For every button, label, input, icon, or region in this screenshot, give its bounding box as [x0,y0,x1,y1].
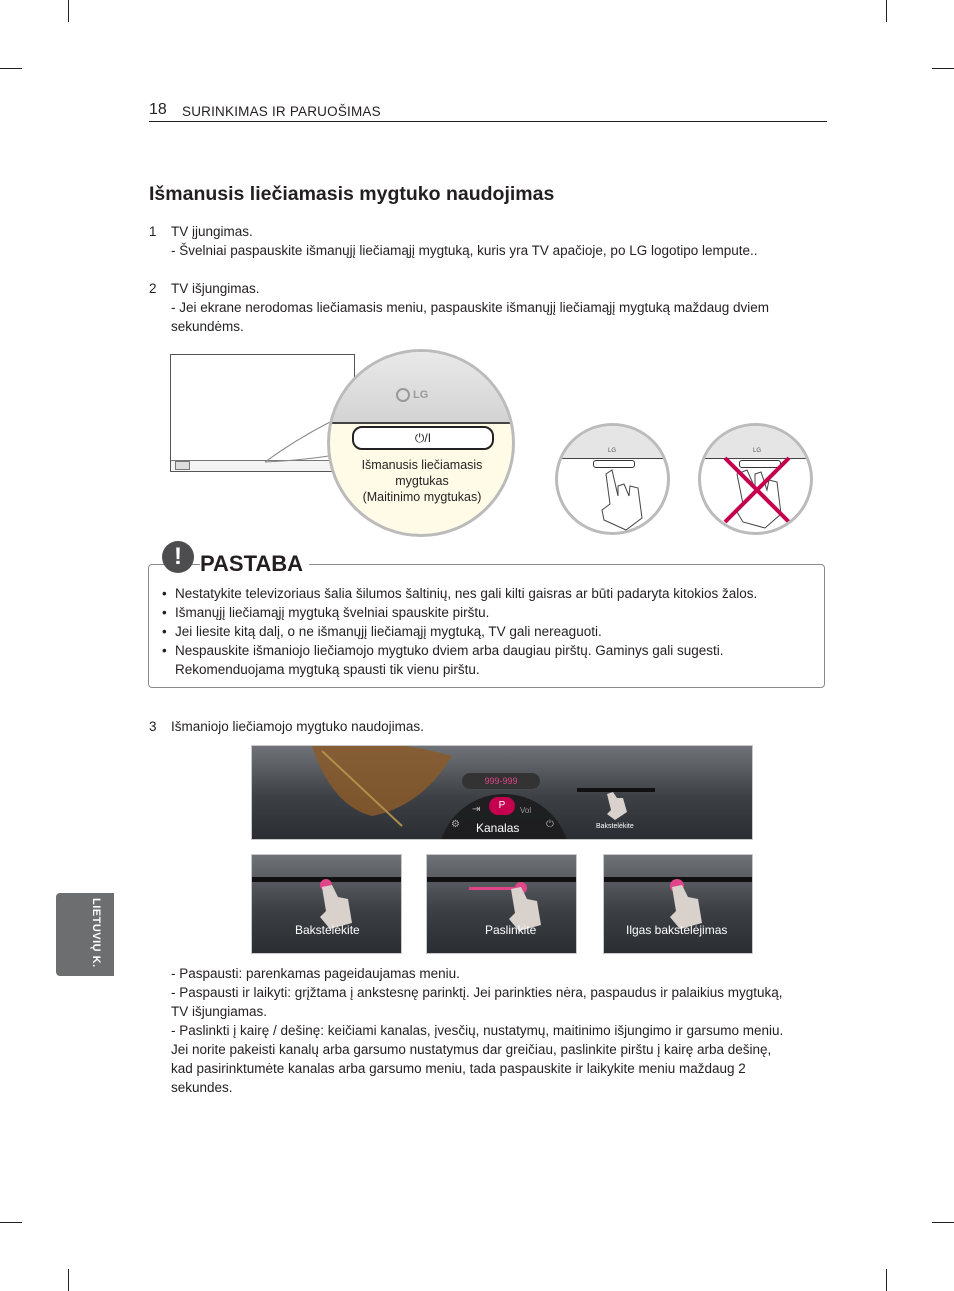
step-text: - Jei ekrane nerodomas liečiamasis meniu, paspauskite išmanųjį liečiamąjį mygtuką maždaug dviem [171,300,770,315]
caption-line: mygtukas [395,474,449,488]
lg-logo-text: LG [413,389,429,401]
note-title: PASTABA [200,551,309,577]
cross-icon [721,454,793,526]
crop-mark [932,1222,954,1223]
bezel [558,426,667,459]
menu-vol-label: Vol [520,806,532,815]
hand-icon [596,466,646,532]
step-number: 3 [149,719,157,734]
magnified-button-circle [327,349,515,537]
instruction-line: Jei norite pakeisti kanalų arba garsumo nustatymus dar greičiau, paslinkite pirštu į kairę arba dešinę, [171,1042,772,1057]
lg-logo [396,386,444,404]
instruction-line: - Paspausti ir laikyti: grįžtama į ankstesnę parinktį. Jei parinkties nėra, paspaudus ir palaikius mygtuką, [171,985,783,1000]
step-text: - Švelniai paspauskite išmanųjį liečiamąjį mygtuką, kuris yra TV apačioje, po LG logotipo lempute.. [171,243,758,258]
menu-label: Kanalas [476,821,520,835]
step-text: TV įjungimas. [171,224,253,239]
crop-mark [68,1269,69,1291]
note-item [160,641,810,679]
language-tab [56,893,114,976]
menu-p-item [489,797,515,815]
incorrect-touch-circle [698,423,813,535]
small-lg-logo: LG [608,448,617,454]
tap-thumb-label: Bakstelėkite [596,823,634,830]
panel-caption: Bakstelėkite [295,923,360,937]
small-lg-logo: LG [753,448,762,454]
leaf-image [292,746,462,840]
power-symbol: ⏻/I [414,431,432,445]
crop-mark [0,68,22,69]
caption-line: Išmanusis liečiamasis [361,458,483,472]
step-text: Išmaniojo liečiamojo mygtuko naudojimas. [171,719,424,734]
lg-logo-icon [396,388,410,402]
instruction-line: - Paspausti: parenkamas pageidaujamas meniu. [171,966,460,981]
panel-bezel [427,877,576,882]
panel-caption: Paslinkite [485,923,537,937]
smart-touch-button [352,426,494,450]
panel-caption: Ilgas bakstelėjimas [626,923,728,937]
power-icon: ⏻ [546,819,554,830]
step-text: sekundėms. [171,319,244,334]
crop-mark [932,68,954,69]
instruction-line: TV išjungiamas. [171,1004,268,1019]
button-caption [338,457,506,505]
gesture-panel-long-tap [603,854,753,954]
step-number: 1 [149,224,157,239]
gesture-panel-tap [251,854,402,954]
language-tab-label: LIETUVIŲ K. [90,898,102,968]
note-item: • Jei liesite kitą dalį, o ne išmanųjį liečiamąjį mygtuką, TV gali nereaguoti. [160,622,810,641]
warning-icon: ! [162,541,194,573]
settings-icon: ⚙ [451,819,460,830]
instruction-line: kad pasirinktumėte kanalas arba garsumo meniu, tada paspauskite ir laikykite meniu maždaug 2 [171,1061,746,1076]
header-rule [149,121,827,122]
crop-mark [68,0,69,22]
channel-number: 999-999 [484,776,518,786]
menu-p-label: P [498,800,506,811]
crop-mark [886,0,887,22]
note-item-line: Nespauskite išmaniojo liečiamojo mygtuko dviem arba daugiau pirštų. Gaminys gali sugesti. [175,643,724,658]
step-text: TV išjungimas. [171,281,260,296]
input-icon: ⇥ [472,804,481,815]
page-number: 18 [149,101,167,118]
instruction-line: - Paslinkti į kairę / dešinę: keičiami kanalas, įvesčių, nustatymų, maitinimo išjungimo ir garsumo meniu. [171,1023,784,1038]
instruction-line: sekundes. [171,1080,233,1095]
crop-mark [886,1269,887,1291]
note-item: • Išmanųjį liečiamąjį mygtuką švelniai spauskite pirštu. [160,603,810,622]
touch-menu-screenshot [251,745,753,840]
note-item: • Nestatykite televizoriaus šalia šilumos šaltinių, nes gali kilti gaisras ar būti padaryta kitokios žalos. [160,584,810,603]
channel-readout [462,773,540,789]
running-header: SURINKIMAS IR PARUOŠIMAS [182,104,381,119]
hand-icon [601,790,631,820]
section-title: Išmanusis liečiamasis mygtuko naudojimas [149,183,555,205]
tv-badge [175,461,190,470]
step-number: 2 [149,281,157,296]
note-list [160,584,810,679]
gesture-panel-swipe [426,854,577,954]
correct-touch-circle [555,423,670,535]
crop-mark [0,1222,22,1223]
caption-line: (Maitinimo mygtukas) [362,490,482,504]
note-item-line: Rekomenduojama mygtuką spausti tik vienu pirštu. [175,662,480,677]
